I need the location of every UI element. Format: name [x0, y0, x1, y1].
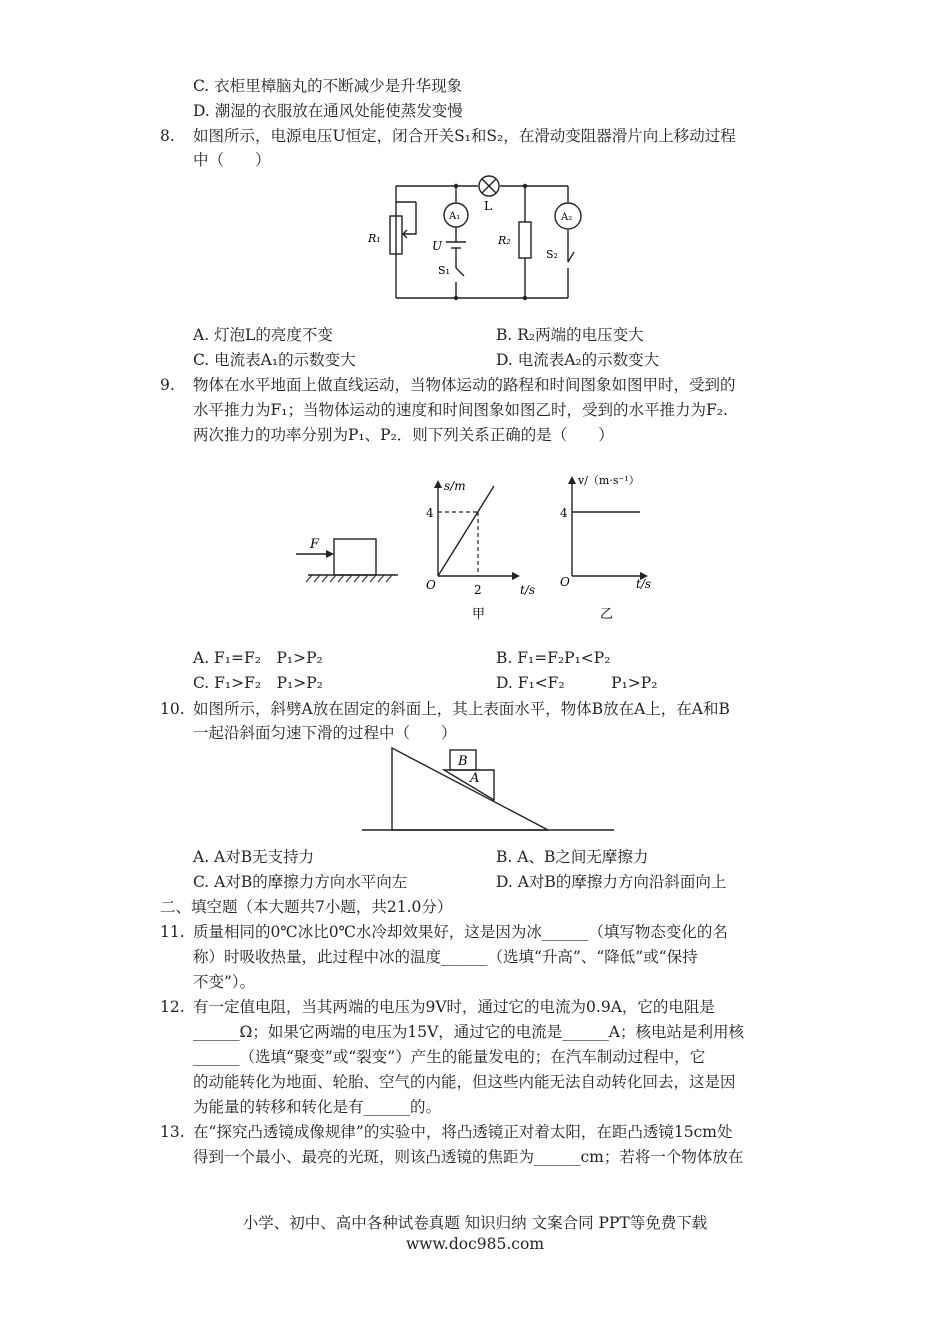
q10-option-d: D. A对B的摩擦力方向沿斜面向上 [496, 873, 727, 891]
q8-label-U: U [432, 239, 443, 253]
q8-text-line1: 如图所示，电源电压U恒定，闭合开关S₁和S₂，在滑动变阻器滑片向上移动过程 [193, 127, 736, 145]
q10-option-a: A. A对B无支持力 [193, 848, 315, 866]
q12-line5: 为能量的转移和转化是有______的。 [193, 1098, 442, 1116]
q12-line1: 有一定值电阻，当其两端的电压为9V时，通过它的电流为0.9A，它的电阻是 [193, 998, 715, 1016]
q8-text-line2: 中（ ） [193, 151, 271, 169]
q9-graph-yi [560, 474, 651, 622]
q11-line2: 称）时吸收热量，此过程中冰的温度______（选填“升高”、“降低”或“保持 [193, 948, 698, 966]
q12-number: 12. [160, 998, 185, 1016]
q9-label-O-jia: O [426, 578, 436, 592]
q9-text-line2: 水平推力为F₁；当物体运动的速度和时间图象如图乙时，受到的水平推力为F₂. [193, 401, 728, 419]
q9-label-v-axis: v/（m·s⁻¹） [578, 474, 640, 487]
q9-label-jia: 甲 [472, 607, 486, 622]
q8-label-S1: S₁ [438, 264, 450, 277]
q10-option-b: B. A、B之间无摩擦力 [496, 848, 649, 866]
q9-graph-jia [426, 479, 535, 622]
q8-number: 8. [160, 127, 175, 145]
q12-line2: ______Ω；如果它两端的电压为15V，通过它的电流是______A；核电站是利用核 [193, 1023, 744, 1041]
q10-label-B: B [458, 754, 468, 769]
q9-text-line1: 物体在水平地面上做直线运动，当物体运动的路程和时间图象如图甲时，受到的 [193, 376, 736, 394]
q9-option-c: C. F₁>F₂ P₁>P₂ [193, 674, 323, 692]
q9-option-d: D. F₁<F₂ P₁>P₂ [496, 674, 658, 692]
q8-label-R2: R₂ [498, 234, 511, 247]
q7-option-d: D. 潮湿的衣服放在通风处能使蒸发变慢 [193, 102, 463, 120]
q9-number: 9. [160, 376, 175, 394]
q9-label-4-jia: 4 [426, 506, 434, 520]
q9-label-s-axis: s/m [444, 479, 466, 493]
q9-option-b: B. F₁=F₂P₁<P₂ [496, 649, 611, 667]
q8-option-a: A. 灯泡L的亮度不变 [193, 326, 333, 344]
q12-line3: ______（选填“聚变”或“裂变”）产生的能量发电的；在汽车制动过程中，它 [193, 1048, 706, 1066]
q8-label-S2: S₂ [546, 248, 558, 261]
q9-label-O-yi: O [560, 575, 570, 589]
q8-option-c: C. 电流表A₁的示数变大 [193, 351, 356, 369]
q8-option-b: B. R₂两端的电压变大 [496, 326, 644, 344]
q10-text-line1: 如图所示，斜劈A放在固定的斜面上，其上表面水平，物体B放在A上，在A和B [193, 700, 730, 718]
footer-url[interactable]: www.doc985.com [405, 1235, 545, 1253]
q13-number: 13. [160, 1123, 185, 1141]
q9-block-figure [296, 537, 398, 582]
q8-label-A2: A₂ [561, 212, 573, 223]
q7-option-c: C. 衣柜里樟脑丸的不断减少是升华现象 [193, 77, 463, 95]
q8-label-L: L [484, 199, 492, 213]
q9-label-t-axis-yi: t/s [636, 577, 652, 591]
q11-line3: 不变”）。 [193, 973, 256, 991]
q8-option-d: D. 电流表A₂的示数变大 [496, 351, 660, 369]
q9-label-yi: 乙 [600, 607, 614, 622]
q8-circuit-diagram [360, 172, 590, 306]
q10-incline-diagram [358, 740, 618, 836]
q9-text-line3: 两次推力的功率分别为P₁、P₂．则下列关系正确的是（ ） [193, 426, 614, 444]
q11-line1: 质量相同的0℃冰比0℃水冷却效果好，这是因为冰______（填写物态变化的名 [193, 923, 728, 941]
q8-label-R1: R₁ [368, 232, 381, 245]
q13-line1: 在“探究凸透镜成像规律”的实验中，将凸透镜正对着太阳，在距凸透镜15cm处 [193, 1123, 733, 1141]
q8-label-A1: A₁ [449, 211, 461, 222]
q13-line2: 得到一个最小、最亮的光斑，则该凸透镜的焦距为______cm；若将一个物体放在 [193, 1148, 744, 1166]
q11-number: 11. [160, 923, 185, 941]
q12-line4: 的动能转化为地面、轮胎、空气的内能，但这些内能无法自动转化回去，这是因 [193, 1073, 736, 1091]
q9-figures [288, 462, 668, 624]
q9-label-2: 2 [474, 583, 482, 597]
q10-option-c: C. A对B的摩擦力方向水平向左 [193, 873, 408, 891]
q9-label-4-yi: 4 [560, 506, 568, 520]
q10-label-A: A [470, 771, 480, 786]
q9-option-a: A. F₁=F₂ P₁>P₂ [193, 649, 323, 667]
q10-text-line2: 一起沿斜面匀速下滑的过程中（ ） [193, 724, 457, 742]
footer-text: 小学、初中、高中各种试卷真题 知识归纳 文案合同 PPT等免费下载 [242, 1214, 708, 1232]
q9-label-F: F [310, 537, 320, 552]
section-2-heading: 二、填空题（本大题共7小题，共21.0分） [160, 898, 453, 916]
q9-label-t-axis-jia: t/s [520, 583, 536, 597]
q10-number: 10. [160, 700, 185, 718]
